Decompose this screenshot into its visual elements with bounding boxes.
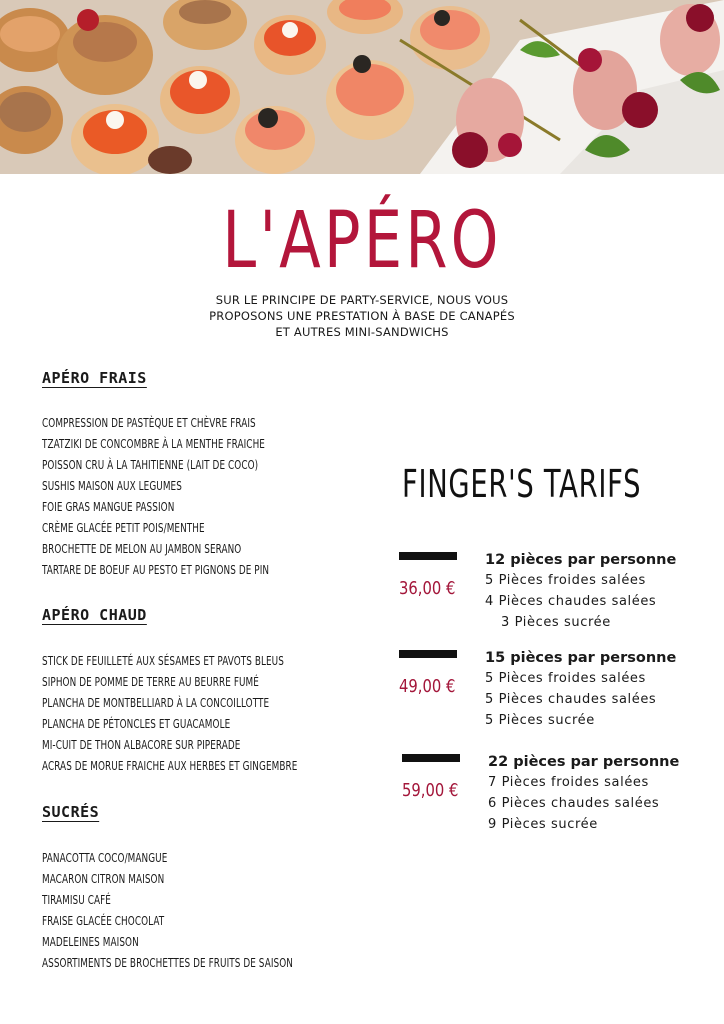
menu-item: TIRAMISU CAFÉ bbox=[42, 893, 111, 907]
menu-item: SIPHON DE POMME DE TERRE AU BEURRE FUMÉ bbox=[42, 675, 259, 689]
menu-item: MI-CUIT DE THON ALBACORE SUR PIPERADE bbox=[42, 738, 241, 752]
menu-item: ACRAS DE MORUE FRAICHE AUX HERBES ET GINGEMBRE bbox=[42, 759, 298, 773]
menu-item: STICK DE FEUILLETÉ AUX SÉSAMES ET PAVOTS BLEUS bbox=[42, 654, 284, 668]
tier-price: 36,00 € bbox=[399, 578, 456, 599]
menu-list-apero-chaud bbox=[42, 651, 382, 777]
intro-text bbox=[150, 292, 574, 340]
intro-line: SUR LE PRINCIPE DE PARTY-SERVICE, NOUS VOUS bbox=[215, 293, 509, 307]
menu-item: FRAISE GLACÉE CHOCOLAT bbox=[42, 914, 165, 928]
canapes-illustration bbox=[0, 0, 724, 174]
tarifs-title: FINGER'S TARIFS bbox=[402, 462, 642, 506]
menu-item: PANACOTTA COCO/MANGUE bbox=[42, 851, 168, 865]
menu-item: MADELEINES MAISON bbox=[42, 935, 139, 949]
tier-heading: 22 pièces par personne bbox=[488, 754, 680, 770]
menu-item: POISSON CRU À LA TAHITIENNE (LAIT DE COCO) bbox=[42, 458, 259, 472]
section-heading-apero-chaud: APÉRO CHAUD bbox=[42, 606, 147, 624]
menu-item: COMPRESSION DE PASTÈQUE ET CHÈVRE FRAIS bbox=[42, 416, 256, 430]
tier-details bbox=[485, 648, 676, 731]
menu-item: MACARON CITRON MAISON bbox=[42, 872, 165, 886]
tier-line: 5 Pièces chaudes salées bbox=[485, 692, 657, 707]
section-heading-apero-frais: APÉRO FRAIS bbox=[42, 369, 147, 387]
tier-price: 49,00 € bbox=[399, 676, 456, 697]
menu-item: PLANCHA DE MONTBELLIARD À LA CONCOILLOTTE bbox=[42, 696, 270, 710]
tier-price: 59,00 € bbox=[402, 780, 459, 801]
tier-line: 6 Pièces chaudes salées bbox=[488, 796, 660, 811]
menu-item: FOIE GRAS MANGUE PASSION bbox=[42, 500, 175, 514]
tier-heading: 12 pièces par personne bbox=[485, 552, 677, 568]
tier-bar bbox=[399, 650, 457, 658]
tier-line: 3 Pièces sucrée bbox=[501, 615, 611, 630]
menu-item: TARTARE DE BOEUF AU PESTO ET PIGNONS DE PIN bbox=[42, 563, 270, 577]
page-title: L'APÉRO bbox=[222, 196, 502, 286]
tier-line: 5 Pièces froides salées bbox=[485, 671, 646, 686]
hero-food-photo bbox=[0, 0, 724, 174]
tier-heading: 15 pièces par personne bbox=[485, 650, 677, 666]
tier-bar bbox=[402, 754, 460, 762]
tier-details bbox=[485, 550, 676, 633]
tier-line: 5 Pièces sucrée bbox=[485, 713, 595, 728]
menu-item: ASSORTIMENTS DE BROCHETTES DE FRUITS DE SAISON bbox=[42, 956, 293, 970]
menu-item: CRÈME GLACÉE PETIT POIS/MENTHE bbox=[42, 521, 205, 535]
tier-line: 7 Pièces froides salées bbox=[488, 775, 649, 790]
menu-item: BROCHETTE DE MELON AU JAMBON SERANO bbox=[42, 542, 242, 556]
menu-item: PLANCHA DE PÉTONCLES ET GUACAMOLE bbox=[42, 717, 231, 731]
menu-item: SUSHIS MAISON AUX LEGUMES bbox=[42, 479, 182, 493]
tier-line: 5 Pièces froides salées bbox=[485, 573, 646, 588]
section-heading-sucres: SUCRÉS bbox=[42, 803, 100, 821]
menu-list-apero-frais bbox=[42, 413, 382, 581]
tier-line: 4 Pièces chaudes salées bbox=[485, 594, 657, 609]
tier-line: 9 Pièces sucrée bbox=[488, 817, 598, 832]
menu-item: TZATZIKI DE CONCOMBRE À LA MENTHE FRAICHE bbox=[42, 437, 265, 451]
tier-details bbox=[488, 752, 679, 835]
intro-line: PROPOSONS UNE PRESTATION À BASE DE CANAPÉS bbox=[209, 309, 515, 323]
tier-bar bbox=[399, 552, 457, 560]
intro-line: ET AUTRES MINI-SANDWICHS bbox=[275, 325, 449, 339]
menu-list-sucres bbox=[42, 848, 382, 974]
